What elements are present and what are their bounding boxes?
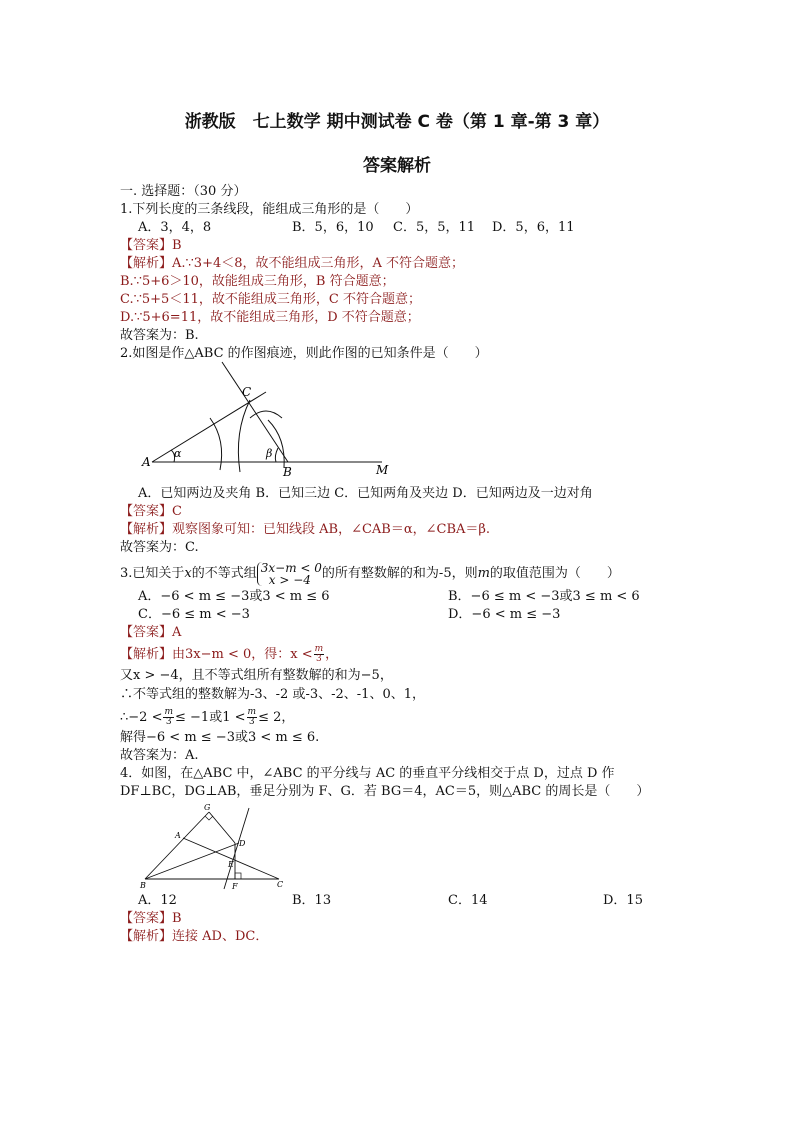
q3-analysis-line-4 <box>120 708 294 727</box>
q3-system-eq1: 3x−m < 0 <box>260 560 322 575</box>
q3-a4-post: ≤ 2， <box>258 710 295 725</box>
fraction-denominator: 3 <box>248 717 255 727</box>
q2-label-b: B <box>283 465 292 479</box>
q2-label-alpha: α <box>174 447 182 460</box>
q3-var-x: x <box>184 566 192 581</box>
q3-answer: 【答案】A <box>120 625 182 640</box>
q4-label-g: G <box>204 803 211 812</box>
q2-label-c: C <box>242 385 252 399</box>
q1-analysis-line: B.∵5+6＞10，故能组成三角形，B 符合题意； <box>120 274 395 289</box>
q4-option-d: D．15 <box>603 893 643 908</box>
q4-label-f: F <box>232 882 238 891</box>
q1-option-c: C．5，5，11 <box>393 220 476 235</box>
q2-stem: 2.如图是作△ABC 的作图痕迹，则此作图的已知条件是（ ） <box>120 346 488 361</box>
q1-option-d: D．5，6，11 <box>492 220 575 235</box>
q3-fraction <box>314 645 325 664</box>
q3-analysis-line-1 <box>120 645 338 664</box>
q3-a4-pre: ∴−2 < <box>120 710 163 725</box>
q3-stem-post1: 的所有整数解的和为-5，则 <box>321 566 478 581</box>
q1-answer: 【答案】B <box>120 238 182 253</box>
q2-label-m: M <box>376 463 389 477</box>
q3-option-d: D．−6 < m ≤ −3 <box>448 607 561 622</box>
page-subtitle: 答案解析 <box>363 156 431 176</box>
q3-option-c: C．−6 ≤ m < −3 <box>138 607 250 622</box>
q2-construction-figure <box>138 360 398 480</box>
q3-var-m: m <box>477 566 490 581</box>
fraction-denominator: 3 <box>165 717 172 727</box>
q3-analysis-pre: 【解析】由3x−m < 0，得：x < <box>120 647 313 662</box>
q4-triangle-figure <box>138 800 288 892</box>
q3-conclusion: 故答案为：A. <box>120 748 199 763</box>
q4-label-d: D <box>239 839 246 848</box>
q1-option-b: B．5，6，10 <box>292 220 374 235</box>
section-heading: 一. 选择题：（30 分） <box>120 184 247 199</box>
q4-label-a: A <box>175 831 181 840</box>
q1-analysis-line: 【解析】A.∵3+4＜8，故不能组成三角形，A 不符合题意； <box>120 256 465 271</box>
q3-stem-pre: 3.已知关于 <box>120 566 185 581</box>
q3-analysis-line-2: 又x > −4，且不等式组所有整数解的和为−5， <box>120 668 393 683</box>
q2-options: A．已知两边及夹角 B．已知三边 C．已知两角及夹边 D．已知两边及一边对角 <box>138 486 593 501</box>
q3-analysis-post: ， <box>325 647 339 662</box>
q3-stem <box>120 560 620 587</box>
q4-stem-line-1: 4．如图，在△ABC 中，∠ABC 的平分线与 AC 的垂直平分线相交于点 D，过点 D 作 <box>120 766 615 781</box>
q2-label-a: A <box>142 455 151 469</box>
q2-label-beta: β <box>266 447 273 460</box>
fraction-numerator: m <box>314 644 324 654</box>
q4-label-e: E <box>228 860 234 869</box>
q3-stem-mid: 的不等式组 <box>191 566 257 581</box>
q1-analysis-line: C.∵5+5＜11，故不能组成三角形，C 不符合题意； <box>120 292 421 307</box>
q3-system-eq2: x > −4 <box>268 572 311 587</box>
q3-analysis-line-5: 解得−6 < m ≤ −3或3 < m ≤ 6. <box>120 730 320 745</box>
q4-analysis: 【解析】连接 AD、DC． <box>120 929 269 944</box>
q3-option-b: B．−6 ≤ m < −3或3 ≤ m < 6 <box>448 589 640 604</box>
q1-option-a: A．3，4，8 <box>138 220 212 235</box>
fraction-numerator: m <box>247 707 257 717</box>
fraction-denominator: 3 <box>316 654 322 664</box>
q3-fraction <box>163 708 174 727</box>
q2-analysis: 【解析】观察图象可知：已知线段 AB，∠CAB＝α，∠CBA＝β. <box>120 522 491 537</box>
q4-stem-line-2: DF⊥BC，DG⊥AB，垂足分别为 F、G．若 BG＝4，AC＝5，则△ABC 的周长是（ ） <box>120 784 650 799</box>
page-title: 浙教版 七上数学 期中测试卷 C 卷（第 1 章-第 3 章） <box>184 112 610 132</box>
fraction-numerator: m <box>164 707 174 717</box>
q4-answer: 【答案】B <box>120 911 182 926</box>
q2-conclusion: 故答案为：C. <box>120 540 199 555</box>
q3-option-a: A．−6 < m ≤ −3或3 < m ≤ 6 <box>138 589 330 604</box>
q3-analysis-line-3: ∴不等式组的整数解为-3、-2 或-3、-2、-1、0、1， <box>120 687 425 702</box>
q1-stem: 1.下列长度的三条线段，能组成三角形的是（ ） <box>120 202 419 217</box>
q1-conclusion: 故答案为：B. <box>120 328 199 343</box>
q4-label-b: B <box>140 881 146 890</box>
q3-system <box>257 562 322 586</box>
q2-answer: 【答案】C <box>120 504 182 519</box>
q1-analysis-line: D.∵5+6=11，故不能组成三角形，D 不符合题意； <box>120 310 420 325</box>
q3-fraction <box>247 708 258 727</box>
q3-a4-mid: ≤ −1或1 < <box>175 710 246 725</box>
q3-stem-post2: 的取值范围为（ ） <box>489 566 620 581</box>
q4-label-c: C <box>277 880 284 889</box>
q4-option-a: A．12 <box>138 893 177 908</box>
q4-option-c: C．14 <box>448 893 488 908</box>
q4-option-b: B．13 <box>292 893 332 908</box>
